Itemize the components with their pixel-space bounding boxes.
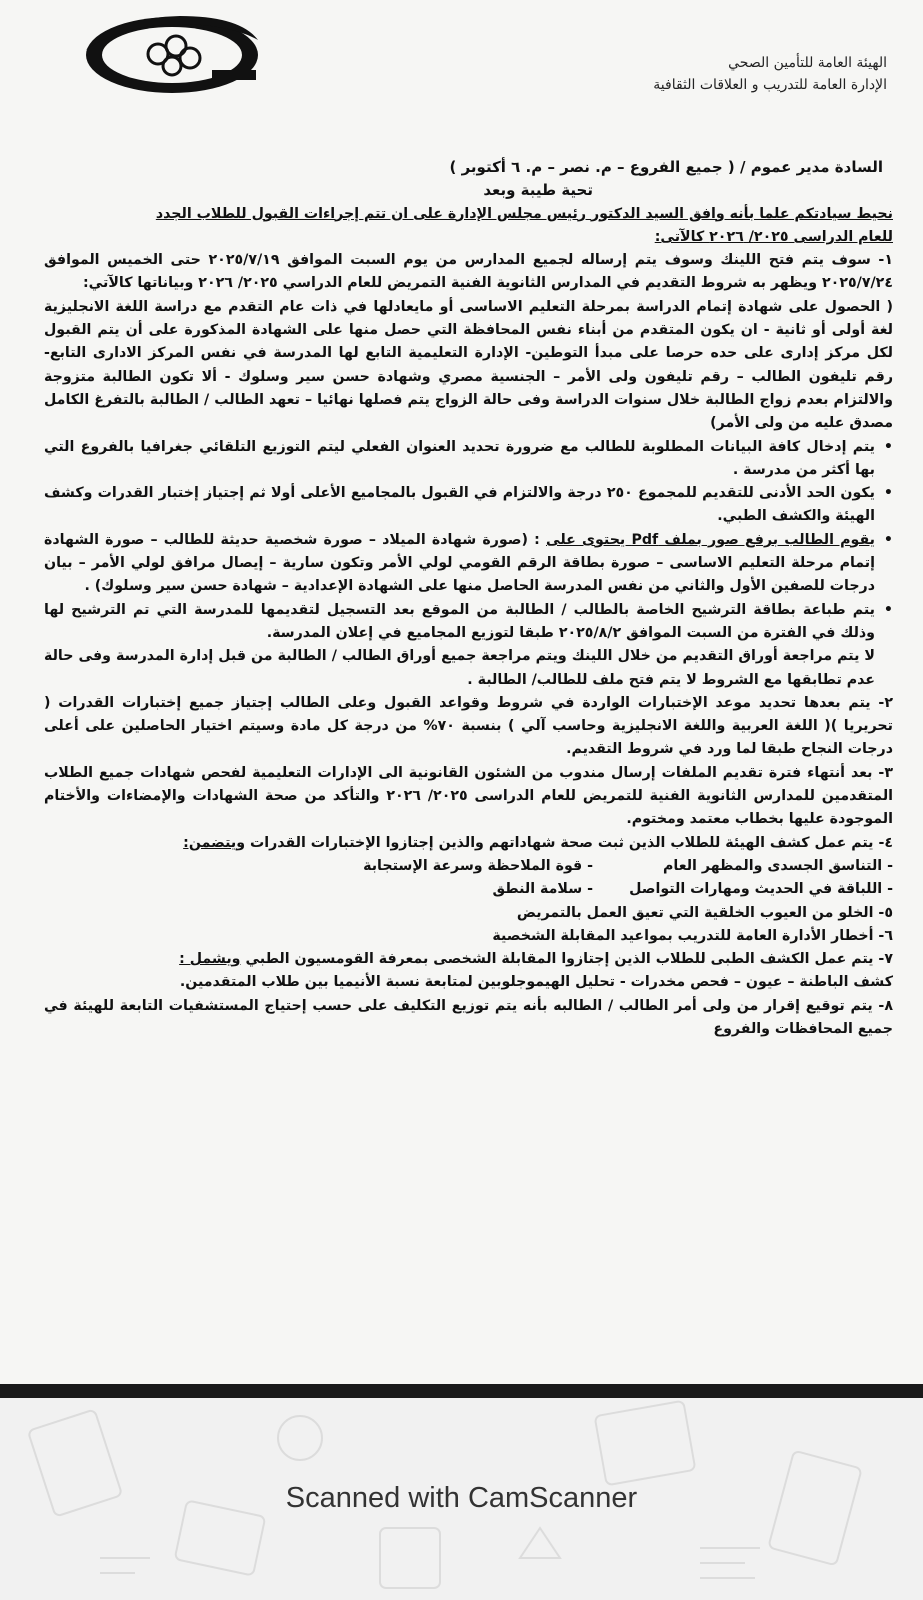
bullet-data-entry: • يتم إدخال كافة البيانات المطلوبة للطالب مع ضرورة تحديد العنوان الفعلي ليتم التوزيع التلقائي جغرافيا بالفروع التي بها أكثر من مدرسة .	[44, 436, 893, 483]
item-4	[44, 832, 893, 855]
item-4-row-1	[44, 855, 893, 878]
org-department: الإدارة العامة للتدريب و العلاقات الثقافية	[653, 77, 887, 93]
item-2: ٢- يتم بعدها تحديد موعد الإختبارات الواردة في شروط وقواعد القبول وعلى الطالب إجتياز جميع إختبارات القدرات ( تحريريا )( اللغة العربية واللغة الانجليزية وحاسب آلي ) بنسبة ٧٠% من درجة كل مادة وسيتم اختيار الحاصلين على أعلى درجات النجاح طبقا لما ورد في شروط التقديم.	[44, 694, 893, 758]
review-note: لا يتم مراجعة أوراق التقديم من خلال اللينك ويتم مراجعة جميع أوراق الطالب / الطالبة من قبل إدارة المدرسة وفى حالة عدم تطابقها مع الشروط لا يتم فتح ملف للطالب/ الطالبة .	[44, 648, 875, 688]
item-7-lead: ٧- يتم عمل الكشف الطبى للطلاب الذين إجتازوا المقابلة الشخصى بمعرفة القومسيون الطبي	[245, 951, 893, 968]
item-4-b: - قوة الملاحظة وسرعة الإستجابة	[363, 857, 593, 874]
intro-year: للعام الدراسى ٢٠٢٥/ ٢٠٢٦ كالآتى:	[654, 228, 893, 245]
item-3: ٣- بعد أنتهاء فترة تقديم الملفات إرسال مندوب من الشئون القانونية الى الإدارات التعليمية لفحص شهادات جميع الطلاب المتقدمين للمدارس الثانوية الفنية للتمريض للعام الدراسى ٢٠٢٥/ ٢٠٢٦ والتأكد من صحة الشهادات والإمضاءات والأختام الموجودة عليها بخطاب معتمد ومختوم.	[44, 764, 894, 828]
bullet-print-card: • يتم طباعة بطاقة الترشيح الخاصة بالطالب / الطالبة من الموقع بعد التسجيل لتقديمها للمدرسة التي تم الترشيح لها وذلك في الفترة من السبت الموافق ٢٠٢٥/٨/٢ طبقا لتوزيع المجاميع في إعلان المدرسة.	[44, 599, 893, 646]
item-4-c: - اللباقة في الحديث ومهارات التواصل	[629, 881, 893, 898]
greeting: تحية طيبة وبعد	[483, 181, 593, 200]
item-6: ٦- أخطار الأدارة العامة للتدريب بمواعيد المقابلة الشخصية	[492, 927, 893, 944]
item-1: ١- سوف يتم فتح اللينك وسوف يتم إرساله لجميع المدارس من يوم السبت الموافق ٢٠٢٥/٧/١٩ حتى الخميس الموافق ٢٠٢٥/٧/٢٤ ويظهر به شروط التقديم في المدارس الثانوية الفنية التمريض للعام الدراسي ٢٠٢٥/ ٢٠٢٦ وبياناتها كالآتي:	[44, 252, 893, 292]
item-7	[44, 948, 893, 971]
salutation: السادة مدير عموم / ( جميع الفروع – م. نصر – م. ٦ أكتوبر )	[449, 158, 883, 176]
bullet-upload-rest: : (صورة شهادة الميلاد – صورة شخصية حديثة للطالب – صورة الشهادة إتمام مرحلة التعليم الاساسى – صورة بطاقة الرقم القومي لولي الأمر وتكون سارية – إيصال مرافق لولي الأمر – بيان درجات للصفين الأول والثاني من نفس المدرسة الحاصل منها على الشهادة الإعدادية – شهادة حسن سير وسلوك) .	[44, 531, 875, 595]
item-4-d: - سلامة النطق	[492, 881, 593, 898]
item-4-tail: ويتضمن:	[183, 834, 246, 851]
item-1-conditions: ( الحصول على شهادة إتمام الدراسة بمرحلة التعليم الاساسى أو مايعادلها في ذات عام التقدم مع دراسة اللغة الانجليزية لغة أولى أو ثانية - ان يكون المتقدم من أبناء نفس المحافظة التي حصل منها على الشهادة المذكورة على أن يتم القبول لكل مركز إدارى على حده حرصا على مبدأ التوطين- الإدارة التعليمية التابع لها المدرسة في نفس المركز الادارى التابع- رقم تليفون الطالب – رقم تليفون ولى الأمر – الجنسية مصري وشهادة حسن سير وسلوك - ألا تكون الطالبة متزوجة والالتزام بعدم زواج الطالبة خلال سنوات الدراسة وفى حالة الزواج يتم فصلها نهائيا – تعهد الطالب / الطالبة بالتفرغ الكامل مصدق عليه من ولى الأمر)	[44, 298, 893, 432]
item-7-detail: كشف الباطنة – عيون – فحص مخدرات - تحليل الهيموجلوبين لمتابعة نسبة الأنيميا بين طلاب المتقدمين.	[179, 974, 893, 991]
bullet-min-score: • يكون الحد الأدنى للتقديم للمجموع ٢٥٠ درجة والالتزام في القبول بالمجاميع الأعلى أولا ثم إجتياز إختبار القدرات وكشف الهيئة والكشف الطبي.	[44, 482, 893, 529]
letter-body	[44, 156, 893, 1041]
item-4-row-2	[44, 878, 893, 901]
item-8: ٨- يتم توقيع إقرار من ولى أمر الطالب / الطالبه بأنه يتم توزيع التكليف على حسب إحتياج المستشفيات التابعة للهيئة في جميع المحافظات والفروع	[44, 997, 893, 1037]
camscanner-footer	[0, 1398, 923, 1600]
page-edge-shadow	[0, 1384, 923, 1398]
item-5: ٥- الخلو من العيوب الخلقية التي تعيق العمل بالتمريض	[516, 904, 893, 921]
intro-line: نحيط سيادتكم علما بأنه وافق السيد الدكتور رئيس مجلس الإدارة على ان تتم إجراءات القبول للطلاب الجدد	[155, 205, 893, 222]
scanner-watermark-text: Scanned with CamScanner	[285, 1482, 638, 1514]
organization-header	[653, 52, 887, 96]
organization-logo	[80, 10, 260, 100]
item-4-lead: ٤- يتم عمل كشف الهيئة للطلاب الذين ثبت صحة شهاداتهم والذين إجتازوا الإختبارات القدرات	[249, 834, 893, 851]
org-name: الهيئة العامة للتأمين الصحي	[728, 55, 887, 71]
item-4-a: - التناسق الجسدى والمظهر العام	[663, 857, 893, 874]
bullet-upload-pdf	[44, 529, 893, 599]
bullet-upload-lead: يقوم الطالب برفع صور بملف Pdf يحتوى على	[546, 531, 875, 548]
item-7-tail: ويشمل :	[179, 951, 241, 968]
